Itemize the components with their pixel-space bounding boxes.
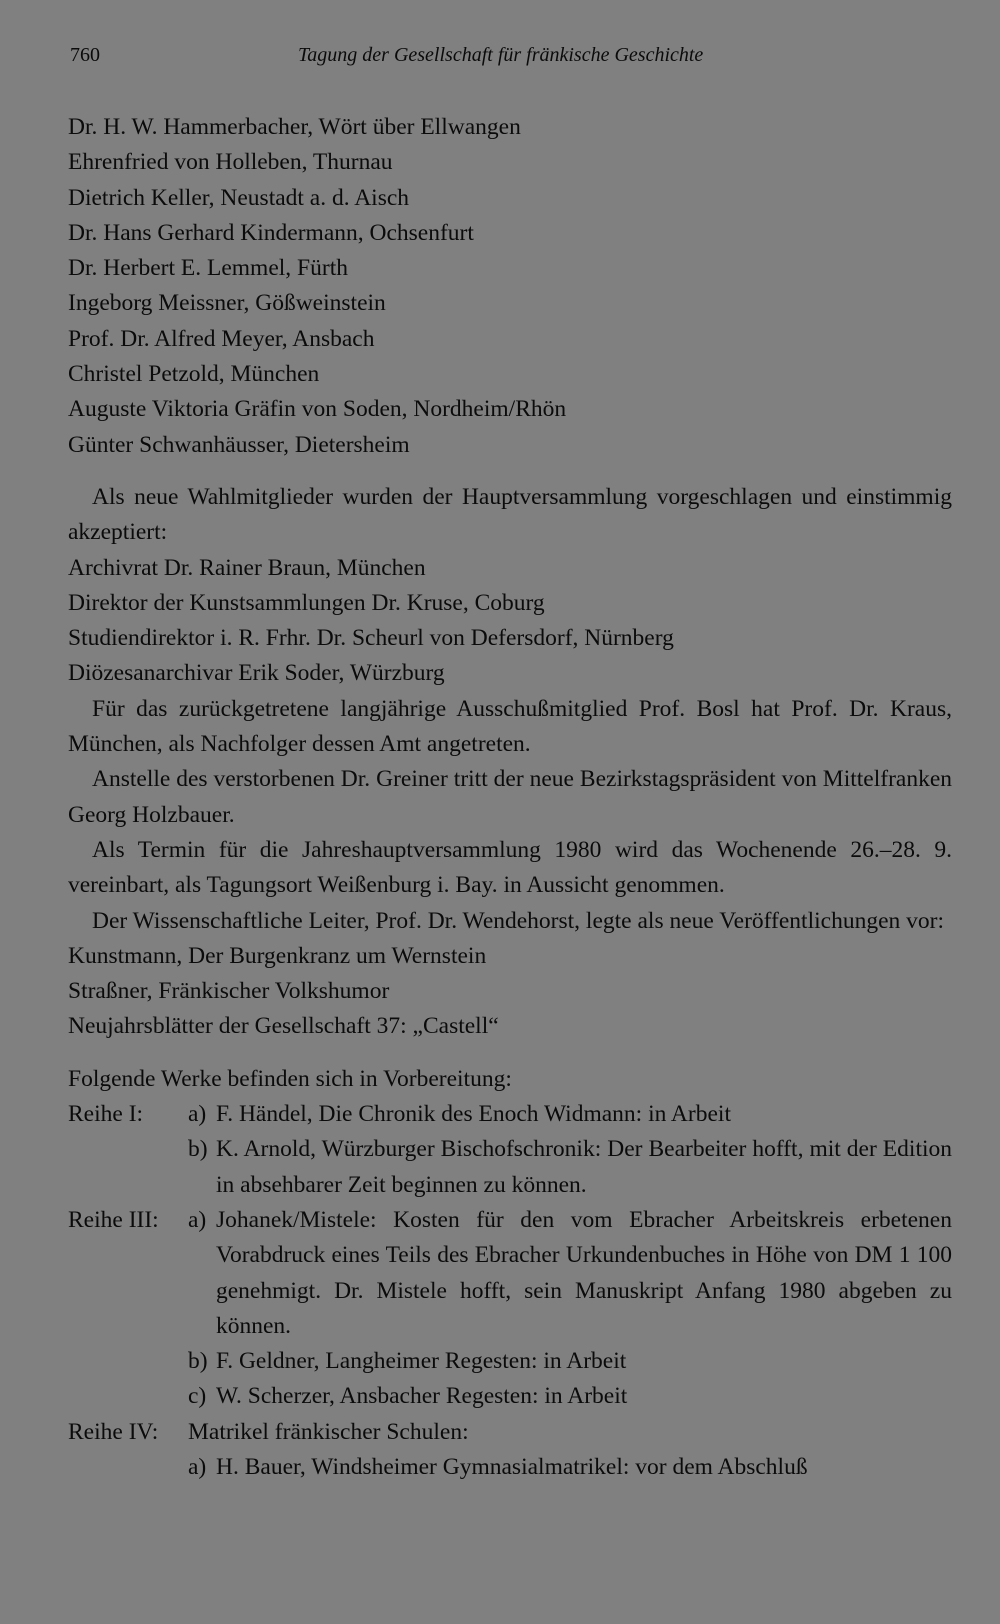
list-item: Diözesanarchivar Erik Soder, Würzburg [68,660,445,687]
series-item [188,1379,952,1414]
list-item: Kunstmann, Der Burgenkranz um Wernstein [68,942,487,969]
series-block [68,1097,952,1203]
list-item: Ehrenfried von Holleben, Thurnau [68,149,393,176]
series-items [188,1415,952,1486]
paragraph-meeting-date: Als Termin für die Jahreshauptversammlung 1980 wird das Wochenende 26.–28. 9. vereinbart, als Tagungsort Weißenburg i. Bay. in Aussicht genommen. [68,836,952,899]
list-item: Dietrich Keller, Neustadt a. d. Aisch [68,184,410,211]
series-item [188,1344,952,1379]
item-letter: b) [188,1348,208,1375]
series-item [188,1132,952,1203]
item-text: F. Händel, Die Chronik des Enoch Widmann: in Arbeit [216,1101,731,1128]
series-item [188,1450,952,1485]
item-letter: b) [188,1136,208,1163]
series-block [68,1415,952,1486]
list-item: Ingeborg Meissner, Gößweinstein [68,290,386,317]
list-item: Dr. H. W. Hammerbacher, Wört über Ellwangen [68,114,521,140]
running-title: Tagung der Gesellschaft für fränkische Geschichte [298,44,704,66]
paragraph-publications: Der Wissenschaftliche Leiter, Prof. Dr. Wendehorst, legte als neue Veröffentlichungen vor: [92,907,944,934]
series-label: Reihe I: [68,1101,144,1128]
series-item [188,1097,952,1132]
series-item [188,1203,952,1344]
list-item: Auguste Viktoria Gräfin von Soden, Nordheim/Rhön [68,396,567,423]
list-item: Dr. Herbert E. Lemmel, Fürth [68,255,348,282]
page-body [68,110,952,1485]
list-item: Straßner, Fränkischer Volkshumor [68,978,390,1005]
list-item: Günter Schwanhäusser, Dietersheim [68,431,410,458]
item-letter: a) [188,1101,207,1128]
members-list [68,110,952,463]
list-item: Christel Petzold, München [68,361,320,388]
item-text: K. Arnold, Würzburger Bischofschronik: Der Bearbeiter hofft, mit der Edition in absehbarer Zeit beginnen zu können. [216,1136,952,1198]
list-item: Dr. Hans Gerhard Kindermann, Ochsenfurt [68,219,474,246]
spacer [68,1045,952,1062]
list-item: Prof. Dr. Alfred Meyer, Ansbach [68,325,375,352]
series-label: Reihe IV: [68,1418,159,1445]
item-text: Johanek/Mistele: Kosten für den vom Ebracher Arbeitskreis erbetenen Vorabdruck eines Teils des Ebracher Urkundenbuches in Höhe von DM 1 100 genehmigt. Dr. Mistele hofft, sein Manuskript Anfang 1980 abgeben zu können. [216,1206,952,1339]
elected-list [68,551,952,692]
list-item: Archivrat Dr. Rainer Braun, München [68,554,426,581]
page-header [70,44,928,74]
item-letter: c) [188,1383,207,1410]
item-text: F. Geldner, Langheimer Regesten: in Arbeit [216,1348,627,1375]
paragraph-successor: Anstelle des verstorbenen Dr. Greiner tritt der neue Bezirkstagspräsident von Mittelfranken Georg Holzbauer. [68,766,952,828]
preparation-intro: Folgende Werke befinden sich in Vorbereitung: [68,1065,512,1092]
series-label: Reihe III: [68,1206,159,1233]
series-items [188,1097,952,1203]
item-letter: a) [188,1453,207,1480]
spacer [68,463,952,480]
series-items [188,1203,952,1415]
list-item: Direktor der Kunstsammlungen Dr. Kruse, Coburg [68,589,545,616]
series-heading: Matrikel fränkischer Schulen: [188,1418,469,1445]
series-block [68,1203,952,1415]
elected-intro: Als neue Wahlmitglieder wurden der Hauptversammlung vorgeschlagen und einstimmig akzeptiert: [68,483,952,546]
item-text: H. Bauer, Windsheimer Gymnasialmatrikel: vor dem Abschluß [216,1453,808,1480]
item-text: W. Scherzer, Ansbacher Regesten: in Arbeit [216,1383,628,1410]
paragraph-committee: Für das zurückgetretene langjährige Ausschußmitglied Prof. Bosl hat Prof. Dr. Kraus, München, als Nachfolger dessen Amt angetreten. [68,695,952,758]
publications-list [68,939,952,1045]
list-item: Neujahrsblätter der Gesellschaft 37: „Castell“ [68,1013,499,1040]
item-letter: a) [188,1206,207,1233]
list-item: Studiendirektor i. R. Frhr. Dr. Scheurl von Defersdorf, Nürnberg [68,625,674,652]
page-number: 760 [70,44,100,66]
